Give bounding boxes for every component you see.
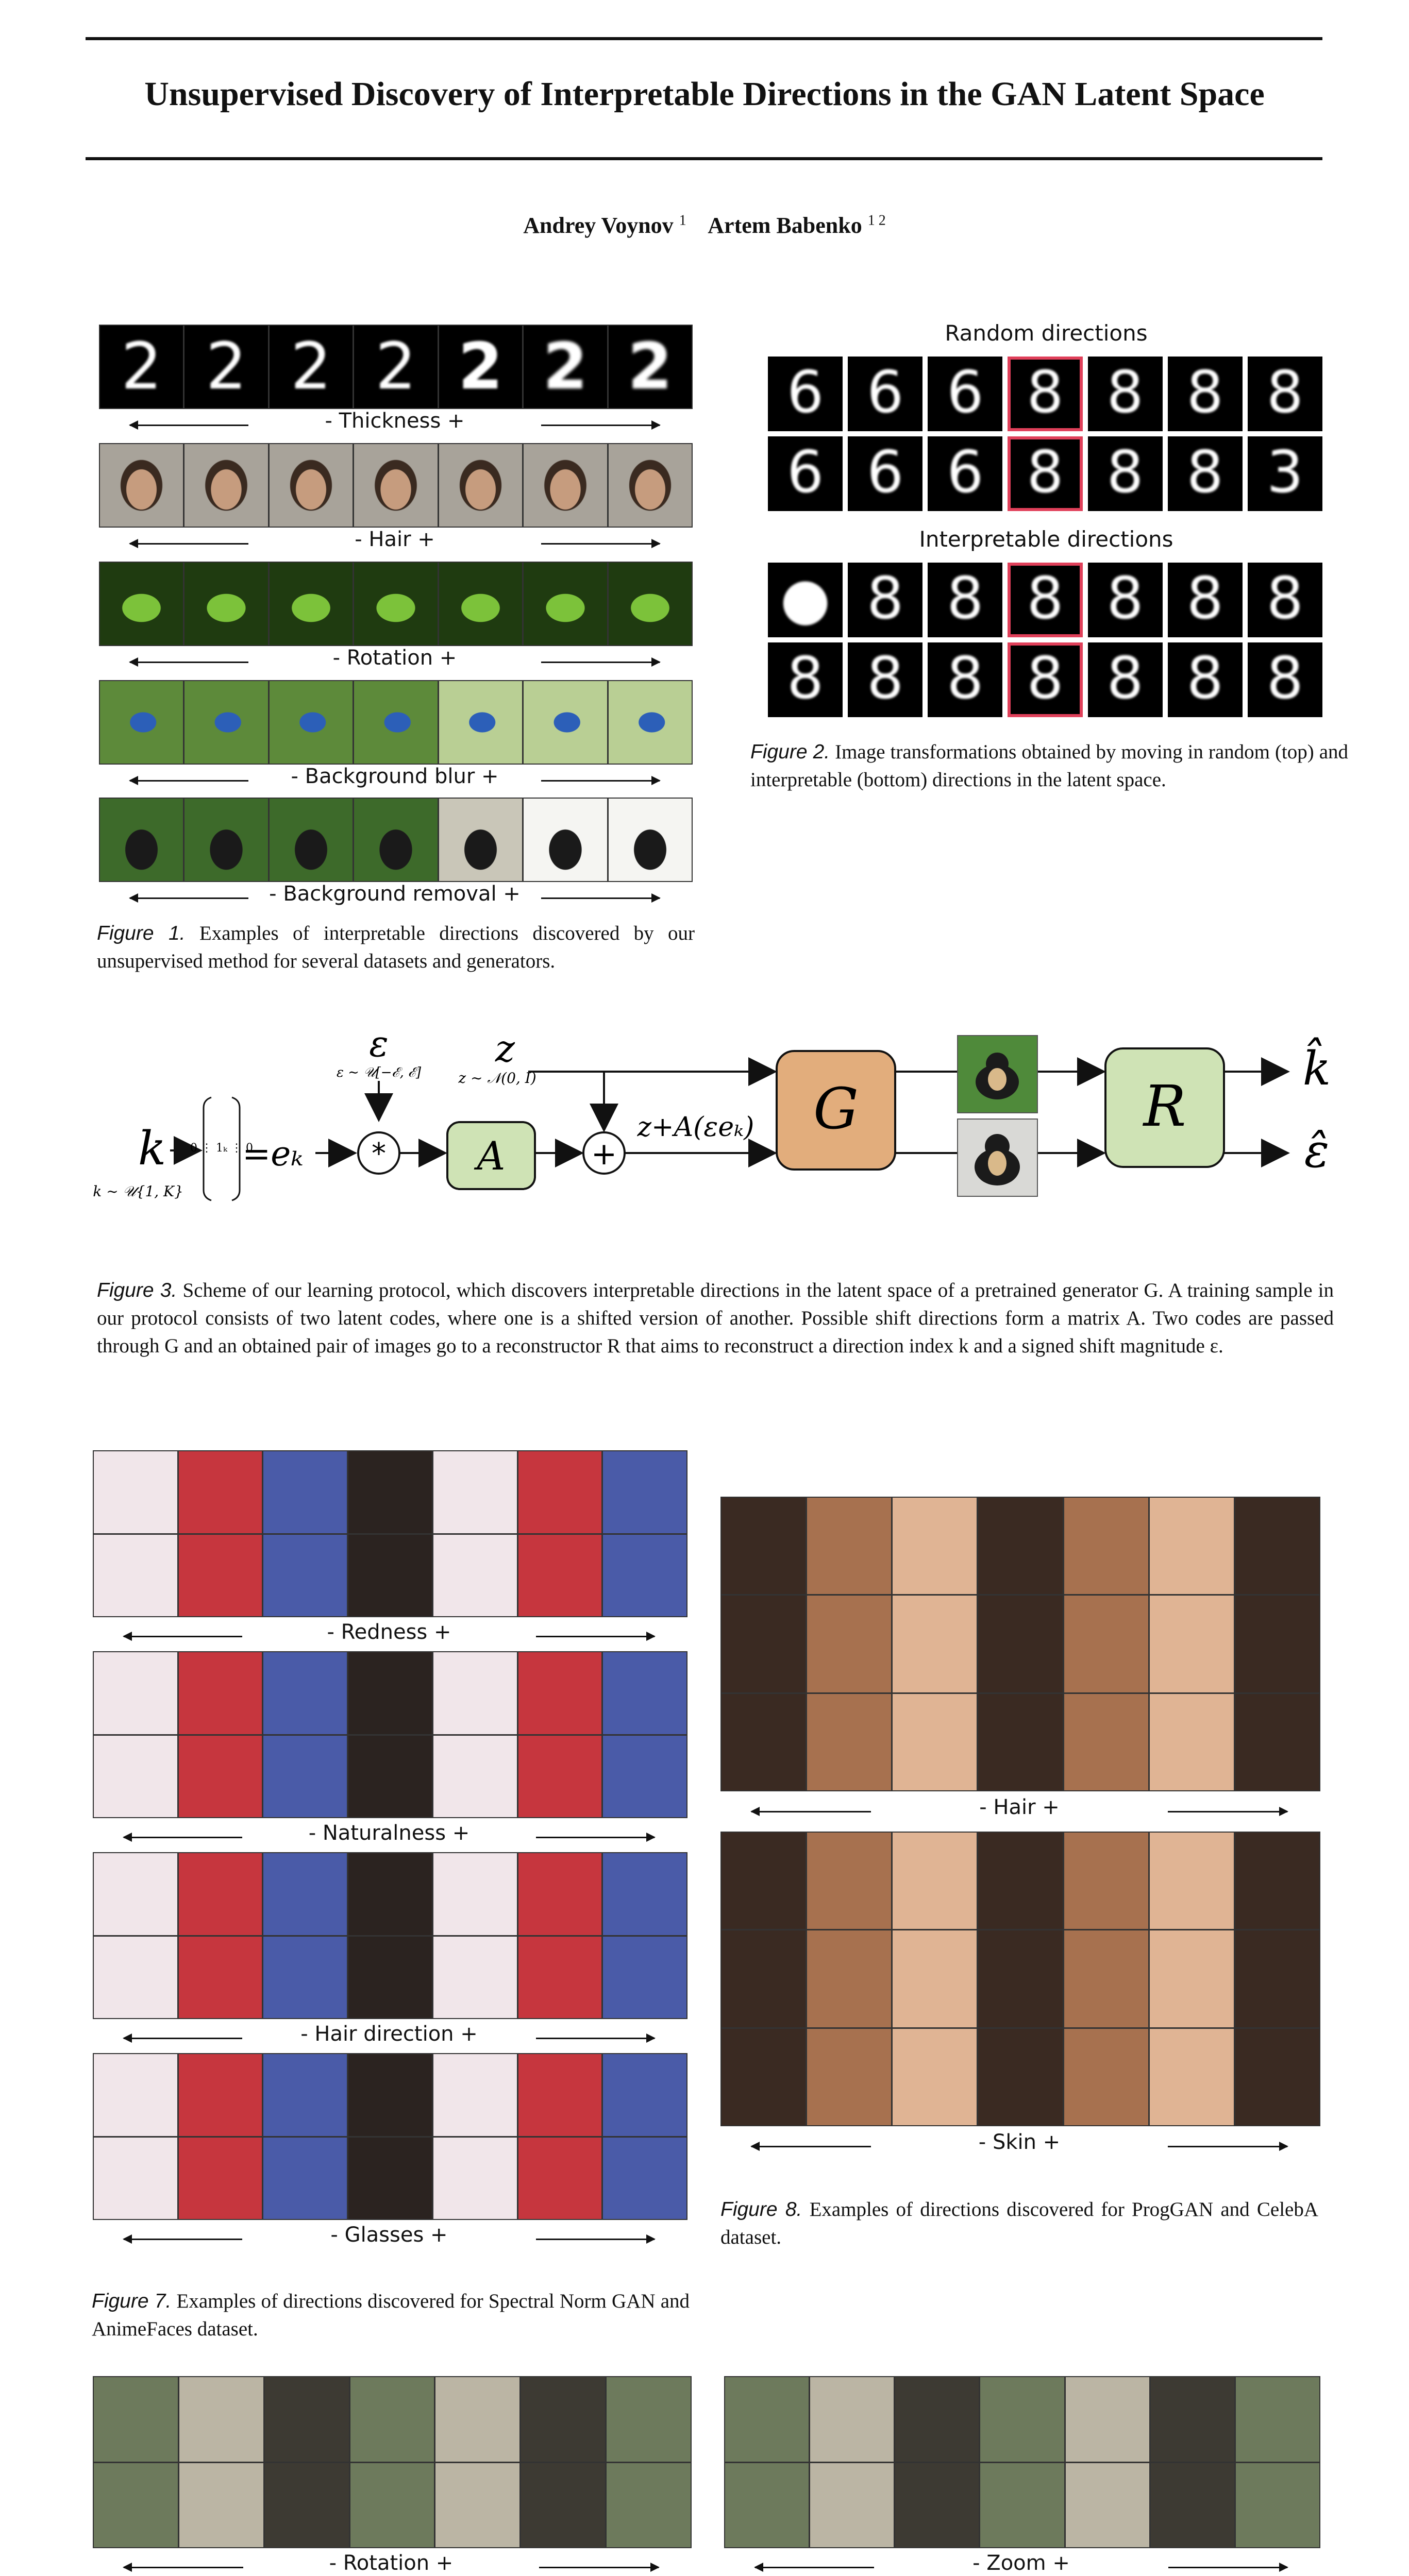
digit-glyph: 8 bbox=[1186, 359, 1223, 426]
image-cell bbox=[1064, 2029, 1148, 2125]
direction-label: - Rotation + bbox=[332, 646, 457, 670]
generator-G-label: G bbox=[813, 1076, 859, 1142]
image-cell bbox=[354, 681, 437, 764]
author-name: Artem Babenko bbox=[708, 213, 862, 238]
onehot-vector: 0 ⋮ 1ₖ ⋮ 0 bbox=[190, 1142, 253, 1155]
image-cell bbox=[263, 1535, 347, 1617]
image-cell bbox=[895, 2377, 979, 2462]
interpolation-row bbox=[99, 680, 693, 765]
image-cell bbox=[179, 1535, 262, 1617]
image-cell bbox=[354, 444, 437, 527]
image-cell bbox=[439, 799, 522, 881]
image-cell bbox=[1150, 1596, 1234, 1692]
digit-cell bbox=[1168, 357, 1243, 431]
image-cell bbox=[1151, 2463, 1234, 2548]
digit-cell bbox=[848, 436, 922, 511]
image-cell bbox=[263, 2138, 347, 2219]
image-cell bbox=[722, 1833, 806, 1929]
image-cell bbox=[1235, 1498, 1319, 1594]
caption-label: Figure 8. bbox=[720, 2198, 802, 2221]
digit-glyph: 8 bbox=[1186, 645, 1223, 712]
image-cell bbox=[1064, 1694, 1148, 1790]
digit-glyph: 2 bbox=[458, 329, 503, 404]
image-cell bbox=[521, 2463, 605, 2548]
direction-label: - Rotation + bbox=[329, 2551, 454, 2575]
image-cell bbox=[179, 2463, 263, 2548]
digit-glyph: 8 bbox=[1106, 439, 1144, 506]
digit-glyph: 8 bbox=[1106, 565, 1144, 632]
image-cell bbox=[893, 1498, 977, 1594]
direction-label: - Background blur + bbox=[291, 765, 499, 788]
image-cell bbox=[350, 2463, 434, 2548]
image-cell bbox=[807, 1596, 891, 1692]
image-cell bbox=[603, 2138, 686, 2219]
digit-glyph: 2 bbox=[121, 329, 162, 404]
shifted-code-label: z+A(εeₖ) bbox=[637, 1112, 754, 1143]
digit-glyph: 8 bbox=[786, 645, 824, 712]
image-cell bbox=[521, 2377, 605, 2462]
direction-label: - Zoom + bbox=[972, 2551, 1070, 2575]
digit-glyph: 2 bbox=[375, 329, 416, 404]
caption-label: Figure 1. bbox=[97, 922, 186, 944]
digit-glyph: 6 bbox=[786, 359, 824, 426]
image-cell bbox=[1064, 1596, 1148, 1692]
image-cell bbox=[94, 1736, 177, 1818]
image-cell bbox=[270, 681, 353, 764]
image-cell bbox=[179, 2377, 263, 2462]
eps-hat-output: ε̂ bbox=[1304, 1124, 1330, 1178]
digit-cell bbox=[1088, 357, 1163, 431]
image-cell bbox=[433, 2138, 517, 2219]
image-cell bbox=[94, 1853, 177, 1935]
image-cell bbox=[348, 2138, 432, 2219]
digit-cell bbox=[1248, 436, 1322, 511]
image-cell bbox=[1150, 2029, 1234, 2125]
image-cell bbox=[350, 2377, 434, 2462]
digit-glyph: 8 bbox=[1106, 645, 1144, 712]
image-cell bbox=[94, 1535, 177, 1617]
author-name: Andrey Voynov bbox=[523, 213, 674, 238]
image-cell bbox=[348, 1736, 432, 1818]
image-cell bbox=[1236, 2377, 1319, 2462]
image-cell bbox=[439, 326, 522, 408]
image-cell bbox=[518, 1451, 602, 1533]
digit-glyph: 8 bbox=[1266, 359, 1304, 426]
image-cell bbox=[179, 1451, 262, 1533]
image-cell bbox=[810, 2463, 894, 2548]
image-cell bbox=[1236, 2463, 1319, 2548]
image-cell bbox=[807, 1930, 891, 2027]
digit-cell bbox=[928, 357, 1002, 431]
image-cell bbox=[807, 1694, 891, 1790]
image-cell bbox=[354, 326, 437, 408]
interpolation-block bbox=[93, 1651, 687, 1818]
image-cell bbox=[609, 326, 692, 408]
digit-glyph: 8 bbox=[1186, 439, 1223, 506]
image-cell bbox=[433, 2054, 517, 2136]
image-cell bbox=[1150, 1833, 1234, 1929]
digit-glyph: 8 bbox=[1027, 439, 1064, 506]
image-cell bbox=[179, 1937, 262, 2019]
k-distribution: k ∼ 𝒰{1, K} bbox=[93, 1183, 183, 1200]
image-cell bbox=[433, 1937, 517, 2019]
image-cell bbox=[439, 444, 522, 527]
image-cell bbox=[603, 1535, 686, 1617]
direction-label: - Thickness + bbox=[325, 409, 465, 433]
interpolation-block bbox=[93, 1450, 687, 1617]
image-cell bbox=[518, 1535, 602, 1617]
image-cell bbox=[94, 1652, 177, 1734]
digit-cell bbox=[1248, 357, 1322, 431]
image-cell bbox=[518, 1736, 602, 1818]
image-cell bbox=[179, 1736, 262, 1818]
image-cell bbox=[722, 1596, 806, 1692]
digit-cell bbox=[1168, 563, 1243, 637]
digit-glyph: 6 bbox=[786, 439, 824, 506]
image-cell bbox=[94, 2138, 177, 2219]
image-cell bbox=[609, 563, 692, 645]
caption-text: Examples of directions discovered for ProgGAN and CelebA dataset. bbox=[720, 2198, 1319, 2248]
figure-8-caption bbox=[720, 2196, 1318, 2251]
image-cell bbox=[518, 2138, 602, 2219]
multiply-symbol: * bbox=[372, 1137, 386, 1171]
image-cell bbox=[603, 1736, 686, 1818]
digit-cell bbox=[928, 436, 1002, 511]
caption-label: Figure 7. bbox=[92, 2290, 172, 2312]
image-cell bbox=[722, 1694, 806, 1790]
interpretable-directions-grid bbox=[768, 563, 1322, 717]
image-cell bbox=[807, 1833, 891, 1929]
top-rule bbox=[86, 37, 1322, 40]
digit-cell bbox=[1008, 357, 1082, 431]
image-cell bbox=[722, 1498, 806, 1594]
image-cell bbox=[354, 799, 437, 881]
k-symbol: k bbox=[138, 1122, 166, 1176]
figure-2-caption bbox=[750, 738, 1348, 794]
plus-symbol: + bbox=[591, 1136, 617, 1172]
image-cell bbox=[184, 444, 267, 527]
digit-cell bbox=[1248, 563, 1322, 637]
image-cell bbox=[435, 2377, 519, 2462]
image-cell bbox=[94, 2463, 178, 2548]
image-cell bbox=[518, 1853, 602, 1935]
caption-label: Figure 2. bbox=[750, 741, 830, 763]
epsilon-distribution: ε ∼ 𝒰[−ℰ, ℰ] bbox=[336, 1065, 422, 1080]
image-cell bbox=[603, 1937, 686, 2019]
digit-cell bbox=[768, 563, 843, 637]
digit-glyph: 8 bbox=[1266, 565, 1304, 632]
image-cell bbox=[270, 326, 353, 408]
interpretable-directions-title: Interpretable directions bbox=[919, 527, 1173, 552]
image-cell bbox=[980, 2463, 1064, 2548]
image-cell bbox=[722, 1930, 806, 2027]
image-cell bbox=[184, 326, 267, 408]
digit-glyph: 6 bbox=[867, 439, 904, 506]
digit-glyph: 8 bbox=[1266, 645, 1304, 712]
image-cell bbox=[354, 563, 437, 645]
image-cell bbox=[263, 1652, 347, 1734]
image-cell bbox=[270, 563, 353, 645]
image-cell bbox=[348, 1937, 432, 2019]
caption-text: Image transformations obtained by moving in random (top) and interpretable (bottom) directions in the latent space. bbox=[750, 741, 1349, 791]
image-cell bbox=[603, 1853, 686, 1935]
image-cell bbox=[893, 1930, 977, 2027]
interpolation-row bbox=[99, 798, 693, 882]
image-cell bbox=[348, 1451, 432, 1533]
image-cell bbox=[725, 2377, 809, 2462]
digit-glyph: 8 bbox=[867, 565, 904, 632]
reconstructor-R-label: R bbox=[1143, 1073, 1186, 1139]
image-cell bbox=[179, 2054, 262, 2136]
image-cell bbox=[524, 326, 607, 408]
digit-glyph: 8 bbox=[947, 645, 984, 712]
z-distribution: z ∼ 𝒩(0, I) bbox=[458, 1070, 536, 1087]
digit-cell bbox=[928, 563, 1002, 637]
image-cell bbox=[265, 2377, 349, 2462]
image-cell bbox=[433, 1535, 517, 1617]
image-cell bbox=[1235, 1833, 1319, 1929]
digit-cell bbox=[1168, 436, 1243, 511]
digit-cell bbox=[928, 642, 1002, 717]
interpolation-block bbox=[93, 1852, 687, 2019]
caption-text: Examples of interpretable directions discovered by our unsupervised method for several datasets and generators. bbox=[97, 922, 695, 972]
direction-label: - Redness + bbox=[327, 1620, 451, 1644]
image-cell bbox=[609, 681, 692, 764]
image-cell bbox=[94, 2054, 177, 2136]
paper-title: Unsupervised Discovery of Interpretable Directions in the GAN Latent Space bbox=[144, 75, 1265, 113]
image-cell bbox=[94, 1451, 177, 1533]
image-cell bbox=[1150, 1498, 1234, 1594]
title-rule bbox=[86, 157, 1322, 160]
image-cell bbox=[524, 681, 607, 764]
interpolation-block bbox=[720, 1497, 1320, 1791]
digit-glyph: 8 bbox=[867, 645, 904, 712]
image-cell bbox=[1064, 1833, 1148, 1929]
image-cell bbox=[179, 2138, 262, 2219]
direction-label: - Hair + bbox=[355, 528, 435, 551]
digit-cell bbox=[1088, 563, 1163, 637]
image-cell bbox=[1235, 2029, 1319, 2125]
image-cell bbox=[435, 2463, 519, 2548]
image-cell bbox=[978, 1930, 1062, 2027]
digit-glyph: ● bbox=[780, 565, 831, 632]
image-cell bbox=[609, 799, 692, 881]
digit-cell bbox=[848, 563, 922, 637]
image-cell bbox=[263, 1937, 347, 2019]
interpolation-block bbox=[724, 2376, 1320, 2548]
digit-glyph: 3 bbox=[1266, 439, 1304, 506]
digit-cell bbox=[768, 357, 843, 431]
image-cell bbox=[184, 563, 267, 645]
digit-cell bbox=[848, 357, 922, 431]
digit-cell bbox=[1008, 642, 1082, 717]
digit-cell bbox=[1088, 642, 1163, 717]
image-cell bbox=[978, 1498, 1062, 1594]
digit-cell bbox=[768, 642, 843, 717]
digit-glyph: 6 bbox=[947, 359, 984, 426]
image-cell bbox=[348, 1652, 432, 1734]
direction-label: - Glasses + bbox=[330, 2223, 448, 2247]
image-cell bbox=[725, 2463, 809, 2548]
image-cell bbox=[524, 563, 607, 645]
image-cell bbox=[893, 2029, 977, 2125]
image-cell bbox=[439, 563, 522, 645]
matrix-A-label: A bbox=[477, 1133, 506, 1179]
image-cell bbox=[94, 2377, 178, 2462]
interpolation-row bbox=[99, 562, 693, 646]
epsilon-symbol: ε bbox=[369, 1023, 389, 1065]
ek-label: =eₖ bbox=[242, 1134, 304, 1174]
image-cell bbox=[524, 444, 607, 527]
image-cell bbox=[607, 2377, 691, 2462]
interpolation-block bbox=[93, 2376, 692, 2548]
image-cell bbox=[263, 1736, 347, 1818]
image-cell bbox=[807, 1498, 891, 1594]
image-cell bbox=[1151, 2377, 1234, 2462]
image-cell bbox=[433, 1451, 517, 1533]
figure-1-caption bbox=[97, 920, 695, 975]
digit-glyph: 8 bbox=[1186, 565, 1223, 632]
image-cell bbox=[1150, 1930, 1234, 2027]
image-cell bbox=[100, 563, 183, 645]
image-cell bbox=[100, 326, 183, 408]
image-cell bbox=[518, 1652, 602, 1734]
image-cell bbox=[179, 1853, 262, 1935]
image-cell bbox=[263, 2054, 347, 2136]
figure-3-diagram bbox=[0, 1020, 1409, 1226]
arrow-z-to-plus bbox=[528, 1072, 604, 1128]
random-directions-grid bbox=[768, 357, 1322, 511]
image-cell bbox=[100, 681, 183, 764]
interpolation-block bbox=[720, 1832, 1320, 2126]
image-cell bbox=[439, 681, 522, 764]
author-affiliation: 1 bbox=[679, 212, 686, 229]
direction-label: - Background removal + bbox=[269, 882, 521, 906]
interpolation-block bbox=[93, 2053, 687, 2220]
image-cell bbox=[1066, 2377, 1149, 2462]
image-cell bbox=[603, 1451, 686, 1533]
image-cell bbox=[348, 2054, 432, 2136]
image-cell bbox=[100, 799, 183, 881]
image-cell bbox=[609, 444, 692, 527]
digit-cell bbox=[1248, 642, 1322, 717]
digit-glyph: 6 bbox=[867, 359, 904, 426]
image-cell bbox=[270, 799, 353, 881]
image-cell bbox=[1235, 1930, 1319, 2027]
image-cell bbox=[980, 2377, 1064, 2462]
image-cell bbox=[978, 1596, 1062, 1692]
image-cell bbox=[978, 1833, 1062, 1929]
image-cell bbox=[893, 1833, 977, 1929]
image-cell bbox=[893, 1596, 977, 1692]
figure-7-caption bbox=[92, 2287, 690, 2343]
digit-glyph: 6 bbox=[947, 439, 984, 506]
image-cell bbox=[603, 1652, 686, 1734]
image-cell bbox=[603, 2054, 686, 2136]
image-cell bbox=[270, 444, 353, 527]
caption-label: Figure 3. bbox=[97, 1279, 177, 1301]
figure-3-caption bbox=[97, 1277, 1334, 1360]
digit-glyph: 8 bbox=[947, 565, 984, 632]
image-cell bbox=[433, 1853, 517, 1935]
digit-glyph: 8 bbox=[1027, 645, 1064, 712]
image-cell bbox=[100, 444, 183, 527]
image-cell bbox=[895, 2463, 979, 2548]
direction-label: - Hair + bbox=[979, 1795, 1060, 1819]
interpolation-row bbox=[99, 443, 693, 528]
image-cell bbox=[263, 1451, 347, 1533]
caption-text: Scheme of our learning protocol, which discovers interpretable directions in the latent space of a pretrained generator G. A training sample in our protocol consists of two latent codes, where one is a shifted version of another. Possible shift directions form a matrix A. Two codes are passed through G and an obtained pair of images go to a reconstructor R that aims to reconstruct a direction index k and a signed shift magnitude ε. bbox=[97, 1279, 1334, 1357]
direction-label: - Skin + bbox=[978, 2130, 1061, 2154]
image-cell bbox=[184, 681, 267, 764]
digit-glyph: 2 bbox=[206, 329, 247, 404]
image-cell bbox=[263, 1853, 347, 1935]
image-cell bbox=[433, 1736, 517, 1818]
digit-cell bbox=[1008, 436, 1082, 511]
image-cell bbox=[348, 1535, 432, 1617]
image-cell bbox=[1150, 1694, 1234, 1790]
image-cell bbox=[1064, 1930, 1148, 2027]
image-cell bbox=[184, 799, 267, 881]
z-symbol: z bbox=[495, 1027, 515, 1070]
image-cell bbox=[978, 2029, 1062, 2125]
image-cell bbox=[1235, 1694, 1319, 1790]
image-cell bbox=[893, 1694, 977, 1790]
caption-text: Examples of directions discovered for Spectral Norm GAN and AnimeFaces dataset. bbox=[92, 2290, 690, 2340]
image-cell bbox=[607, 2463, 691, 2548]
digit-cell bbox=[1168, 642, 1243, 717]
interpolation-row bbox=[99, 325, 693, 409]
k-hat-output: k̂ bbox=[1302, 1042, 1331, 1096]
image-cell bbox=[1064, 1498, 1148, 1594]
image-cell bbox=[265, 2463, 349, 2548]
image-cell bbox=[518, 1937, 602, 2019]
direction-label: - Naturalness + bbox=[308, 1821, 470, 1845]
image-cell bbox=[348, 1853, 432, 1935]
image-cell bbox=[524, 799, 607, 881]
image-cell bbox=[722, 2029, 806, 2125]
digit-glyph: 2 bbox=[543, 329, 588, 404]
digit-glyph: 2 bbox=[627, 329, 673, 404]
digit-cell bbox=[768, 436, 843, 511]
digit-glyph: 8 bbox=[1027, 359, 1064, 426]
author-affiliation: 1 2 bbox=[867, 212, 886, 229]
image-cell bbox=[433, 1652, 517, 1734]
random-directions-title: Random directions bbox=[945, 320, 1148, 346]
direction-label: - Hair direction + bbox=[300, 2022, 478, 2046]
digit-glyph: 2 bbox=[290, 329, 332, 404]
image-cell bbox=[1066, 2463, 1149, 2548]
image-cell bbox=[94, 1937, 177, 2019]
image-cell bbox=[1235, 1596, 1319, 1692]
digit-cell bbox=[1088, 436, 1163, 511]
image-cell bbox=[518, 2054, 602, 2136]
image-cell bbox=[807, 2029, 891, 2125]
image-cell bbox=[978, 1694, 1062, 1790]
authors bbox=[0, 212, 1409, 239]
digit-glyph: 8 bbox=[1106, 359, 1144, 426]
digit-cell bbox=[848, 642, 922, 717]
image-cell bbox=[810, 2377, 894, 2462]
digit-glyph: 8 bbox=[1027, 565, 1064, 632]
digit-cell bbox=[1008, 563, 1082, 637]
image-cell bbox=[179, 1652, 262, 1734]
